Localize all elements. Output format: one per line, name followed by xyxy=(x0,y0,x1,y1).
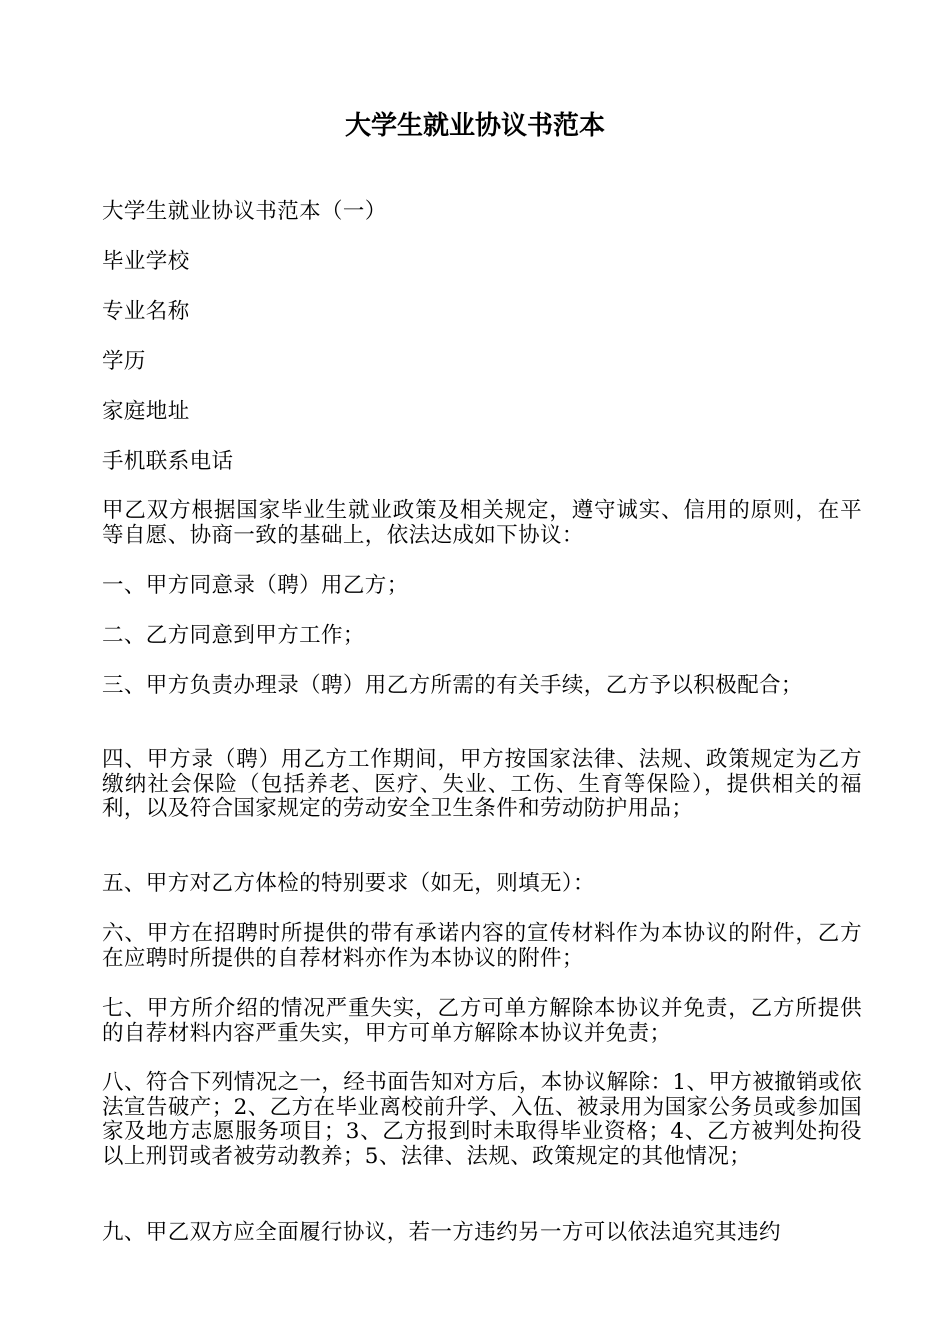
paragraph-subtitle: 大学生就业协议书范本（一） xyxy=(102,199,387,224)
paragraph-address: 家庭地址 xyxy=(102,399,190,424)
paragraph-education: 学历 xyxy=(102,349,146,374)
document-title: 大学生就业协议书范本 xyxy=(344,111,605,141)
clause-6: 六、甲方在招聘时所提供的带有承诺内容的宣传材料作为本协议的附件，乙方在应聘时所提供的自荐材料亦作为本协议的附件； xyxy=(102,921,862,971)
clause-2: 二、乙方同意到甲方工作； xyxy=(102,623,365,648)
paragraph-phone: 手机联系电话 xyxy=(102,449,234,474)
paragraph-major: 专业名称 xyxy=(102,299,190,324)
paragraph-school: 毕业学校 xyxy=(102,249,190,274)
clause-4: 四、甲方录（聘）用乙方工作期间，甲方按国家法律、法规、政策规定为乙方缴纳社会保险（包括养老、医疗、失业、工伤、生育等保险），提供相关的福利，以及符合国家规定的劳动安全卫生条件和劳动防护用品； xyxy=(102,747,862,821)
clause-9: 九、甲乙双方应全面履行协议，若一方违约另一方可以依法追究其违约 xyxy=(102,1220,781,1245)
clause-1: 一、甲方同意录（聘）用乙方； xyxy=(102,573,409,598)
clause-7: 七、甲方所介绍的情况严重失实，乙方可单方解除本协议并免责，乙方所提供的自荐材料内容严重失实，甲方可单方解除本协议并免责； xyxy=(102,996,862,1046)
clause-8: 八、符合下列情况之一，经书面告知对方后，本协议解除：1、甲方被撤销或依法宣告破产；2、乙方在毕业离校前升学、入伍、被录用为国家公务员或参加国家及地方志愿服务项目；3、乙方报到时未取得毕业资格；4、乙方被判处拘役以上刑罚或者被劳动教养；5、法律、法规、政策规定的其他情况； xyxy=(102,1070,862,1169)
clause-5: 五、甲方对乙方体检的特别要求（如无，则填无）： xyxy=(102,871,595,896)
clause-3: 三、甲方负责办理录（聘）用乙方所需的有关手续，乙方予以积极配合； xyxy=(102,673,803,698)
paragraph-preamble: 甲乙双方根据国家毕业生就业政策及相关规定，遵守诚实、信用的原则，在平等自愿、协商一致的基础上，依法达成如下协议： xyxy=(102,498,862,548)
